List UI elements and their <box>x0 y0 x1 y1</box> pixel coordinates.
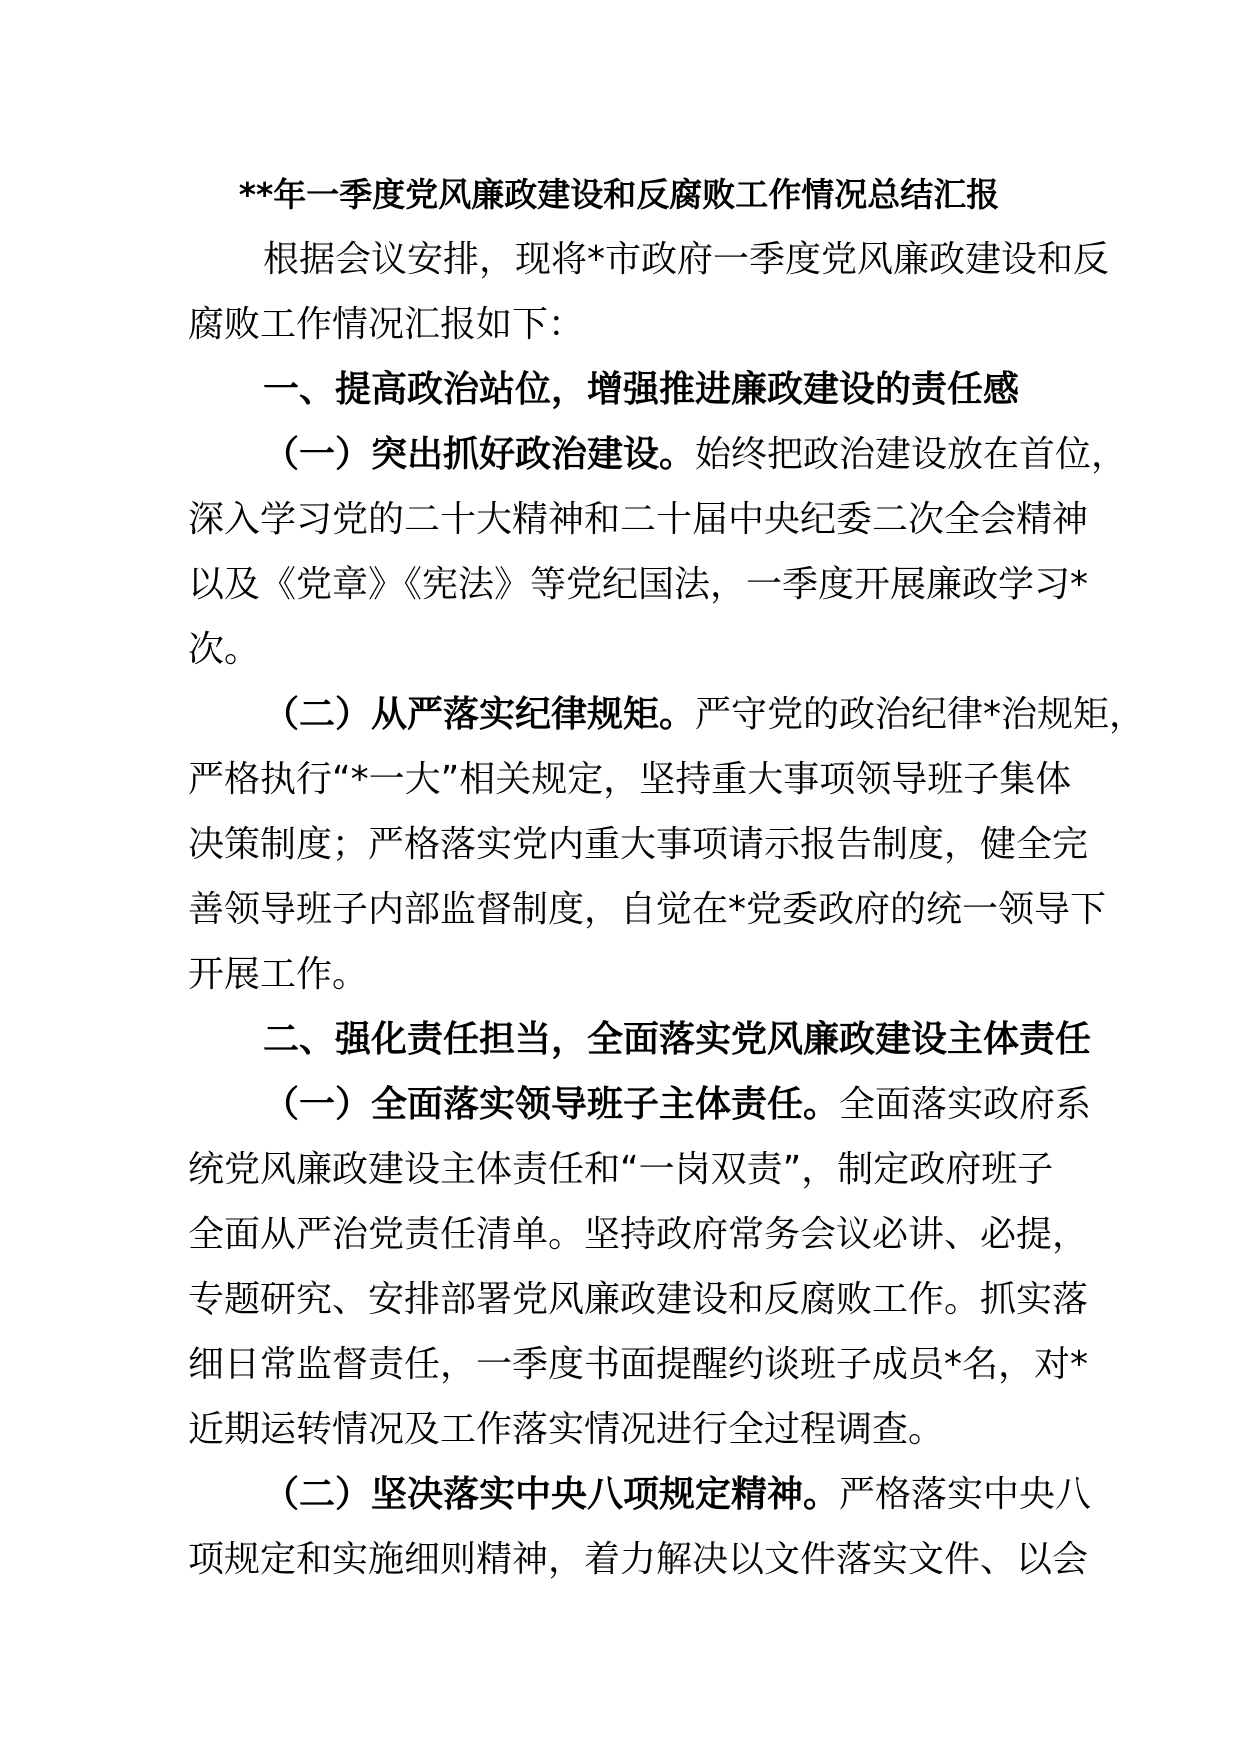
text-line: 根据会议安排，现将*市政府一季度党风廉政建设和反 <box>263 239 1110 280</box>
text-line: 腐败工作情况汇报如下： <box>188 304 585 345</box>
text-run: 严格落实中央八 <box>839 1474 1092 1515</box>
text-line: 近期运转情况及工作落实情况进行全过程调查。 <box>188 1409 945 1450</box>
text-line: 统党风廉政建设主体责任和“一岗双责”，制定政府班子 <box>188 1149 1054 1190</box>
section-heading-2: 二、强化责任担当，全面落实党风廉政建设主体责任 <box>263 1019 1092 1060</box>
paragraph-2-1 <box>188 1072 1092 1462</box>
text-line: 次。 <box>188 629 261 670</box>
text-line <box>188 1072 1092 1137</box>
text-line: 以及《党章》《宪法》等党纪国法，一季度开展廉政学习* <box>188 564 1089 605</box>
text-run: 全面落实政府系 <box>839 1084 1092 1125</box>
text-line: 决策制度；严格落实党内重大事项请示报告制度，健全完 <box>188 824 1089 865</box>
paragraph-1-1 <box>188 422 1128 682</box>
section-heading-1: 一、提高政治站位，增强推进廉政建设的责任感 <box>263 369 1020 410</box>
paragraph-lead: （一）全面落实领导班子主体责任。 <box>263 1084 840 1125</box>
paragraph-lead: （一）突出抓好政治建设。 <box>263 434 696 475</box>
paragraph-lead: （二）坚决落实中央八项规定精神。 <box>263 1474 840 1515</box>
text-line: 全面从严治党责任清单。坚持政府常务会议必讲、必提， <box>188 1214 1089 1255</box>
text-line: 严格执行“*一大”相关规定，坚持重大事项领导班子集体 <box>188 759 1072 800</box>
text-line: 项规定和实施细则精神，着力解决以文件落实文件、以会 <box>188 1539 1089 1580</box>
paragraph-1-2 <box>188 682 1146 1007</box>
text-line <box>188 682 1146 747</box>
document-title: **年一季度党风廉政建设和反腐败工作情况总结汇报 <box>238 175 1000 214</box>
text-line <box>188 1462 1092 1527</box>
text-line: 开展工作。 <box>188 954 369 995</box>
paragraph-2-2 <box>188 1462 1092 1592</box>
text-run: 严守党的政治纪律*治规矩， <box>695 694 1146 735</box>
text-line: 深入学习党的二十大精神和二十届中央纪委二次全会精神 <box>188 499 1089 540</box>
document-page <box>188 162 1146 1592</box>
text-line: 专题研究、安排部署党风廉政建设和反腐败工作。抓实落 <box>188 1279 1089 1320</box>
intro-paragraph <box>188 227 1110 357</box>
text-run: 始终把政治建设放在首位， <box>695 434 1128 475</box>
text-line <box>188 422 1128 487</box>
text-line: 善领导班子内部监督制度，自觉在*党委政府的统一领导下 <box>188 889 1107 930</box>
paragraph-lead: （二）从严落实纪律规矩。 <box>263 694 696 735</box>
text-line: 细日常监督责任，一季度书面提醒约谈班子成员*名，对* <box>188 1344 1089 1385</box>
